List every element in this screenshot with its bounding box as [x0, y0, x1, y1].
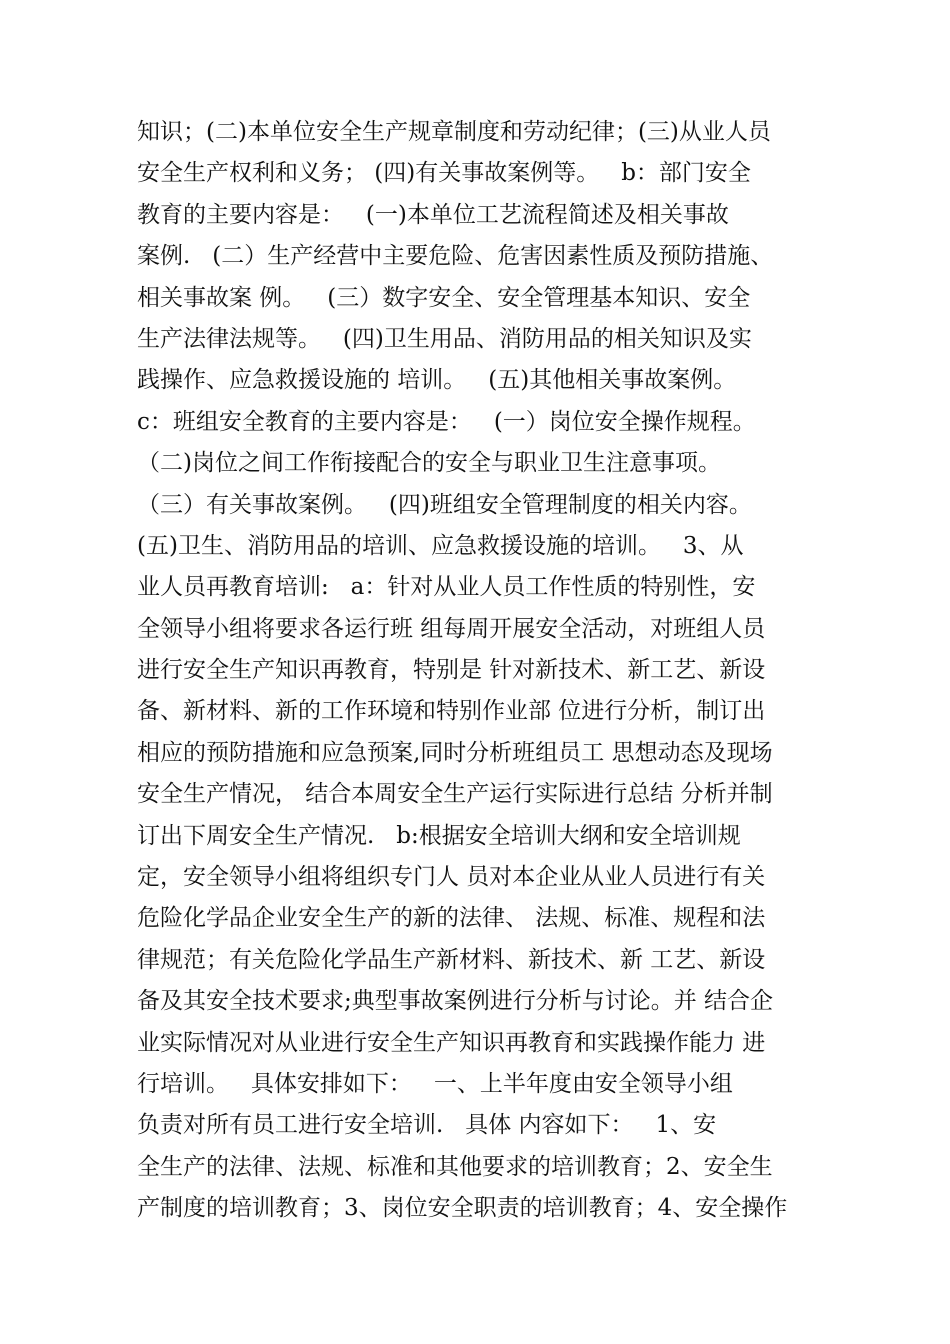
text-line: 知识；(二)本单位安全生产规章制度和劳动纪律；(三)从业人员	[137, 119, 771, 145]
text-line: c：班组安全教育的主要内容是： (一）岗位安全操作规程。	[137, 408, 756, 435]
text-line: 践操作、应急救援设施的 培训。 (五)其他相关事故案例。	[137, 367, 737, 394]
text-line: 全领导小组将要求各运行班 组每周开展安全活动，对班组人员	[137, 615, 766, 642]
text-line: 订出下周安全生产情况. b:根据安全培训大纲和安全培训规	[137, 822, 741, 849]
text-line: （三）有关事故案例。 (四)班组安全管理制度的相关内容。	[137, 491, 752, 518]
text-line: 安全生产情况， 结合本周安全生产运行实际进行总结 分析并制	[137, 781, 773, 808]
text-line: 进行安全生产知识再教育，特别是 针对新技术、新工艺、新设	[137, 657, 766, 684]
text-line: 相应的预防措施和应急预案,同时分析班组员工 思想动态及现场	[137, 739, 773, 766]
text-line: 备及其安全技术要求;典型事故案例进行分析与讨论。并 结合企	[137, 988, 774, 1015]
body-text	[137, 112, 827, 1230]
text-line: 业实际情况对从业进行安全生产知识再教育和实践操作能力 进	[137, 1029, 766, 1056]
text-line: 相关事故案 例。 (三）数字安全、安全管理基本知识、安全	[137, 284, 751, 311]
text-line: 备、新材料、新的工作环境和特别作业部 位进行分析，制订出	[137, 698, 766, 725]
text-line: 危险化学品企业安全生产的新的法律、 法规、标准、规程和法	[137, 905, 766, 932]
text-line: 业人员再教育培训: a：针对从业人员工作性质的特别性，安	[137, 574, 756, 601]
text-line: 负责对所有员工进行安全培训. 具体 内容如下： 1、安	[137, 1112, 717, 1139]
text-line: （二)岗位之间工作衔接配合的安全与职业卫生注意事项。	[137, 450, 721, 477]
text-line: 安全生产权利和义务； (四)有关事故案例等。 b：部门安全	[137, 160, 751, 187]
text-line: 生产法律法规等。 (四)卫生用品、消防用品的相关知识及实	[137, 325, 752, 352]
text-line: 产制度的培训教育；3、岗位安全职责的培训教育；4、安全操作	[137, 1195, 788, 1222]
text-line: (五)卫生、消防用品的培训、应急救援设施的培训。 3、从	[137, 532, 744, 559]
text-line: 教育的主要内容是： (一)本单位工艺流程简述及相关事故	[137, 201, 729, 228]
text-line: 律规范；有关危险化学品生产新材料、新技术、新 工艺、新设	[137, 946, 766, 973]
text-line: 行培训。 具体安排如下： 一、上半年度由安全领导小组	[137, 1070, 733, 1097]
text-line: 全生产的法律、法规、标准和其他要求的培训教育；2、安全生	[137, 1153, 773, 1180]
text-line: 定，安全领导小组将组织专门人 员对本企业从业人员进行有关	[137, 864, 766, 891]
text-line: 案例. (二）生产经营中主要危险、危害因素性质及预防措施、	[137, 243, 774, 270]
